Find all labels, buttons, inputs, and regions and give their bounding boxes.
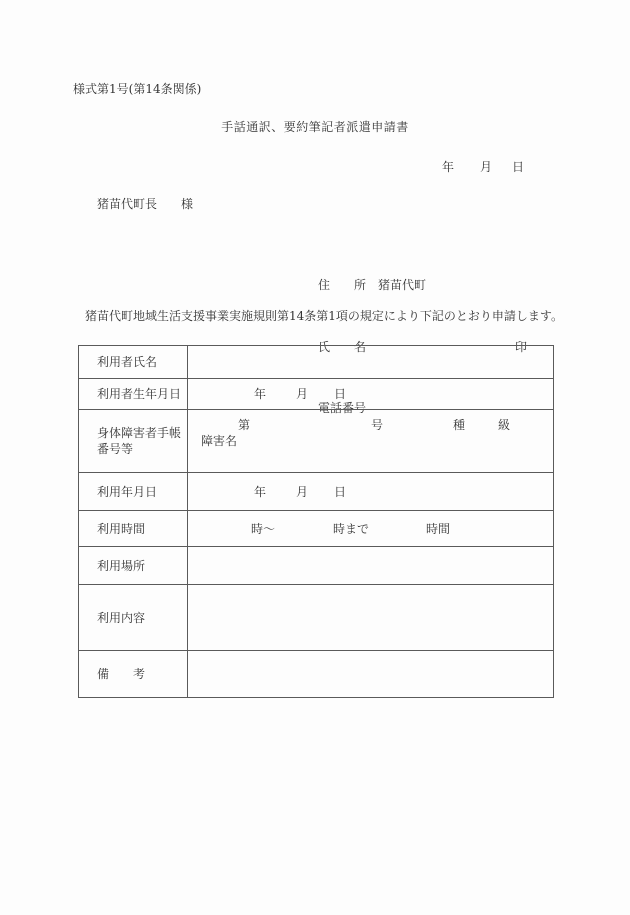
applicant-address-line: 住 所 猪苗代町	[318, 278, 427, 292]
row-value	[188, 473, 554, 511]
handbook-label-line2: 番号等	[97, 442, 134, 456]
row-value	[188, 379, 554, 410]
applicant-phone-line: 電話番号	[318, 401, 367, 415]
date-field	[442, 160, 524, 174]
time-from-label: 時〜	[251, 521, 276, 536]
year-label: 年	[254, 484, 267, 499]
row-value	[188, 410, 554, 473]
row-label: 利用内容	[79, 585, 188, 651]
row-value	[188, 651, 554, 698]
table-row-use-time	[79, 511, 554, 547]
row-value	[188, 346, 554, 379]
no-suffix-label: 号	[371, 418, 384, 432]
row-label	[79, 410, 188, 473]
date-day-label: 日	[512, 160, 525, 174]
month-label: 月	[296, 484, 309, 499]
disability-name-label: 障害名	[201, 434, 238, 448]
hours-label: 時間	[426, 521, 451, 536]
table-row-use-content	[79, 585, 554, 651]
day-label: 日	[334, 484, 347, 499]
row-label: 利用者生年月日	[79, 379, 188, 410]
table-row-use-place	[79, 547, 554, 585]
row-label: 利用時間	[79, 511, 188, 547]
row-value	[188, 511, 554, 547]
row-label: 利用年月日	[79, 473, 188, 511]
disability-name-line	[188, 433, 553, 449]
application-statement: 猪苗代町地域生活支援事業実施規則第14条第1項の規定により下記のとおり申請します。	[85, 309, 563, 323]
application-table	[78, 345, 554, 698]
type-label: 種	[453, 418, 466, 432]
time-to-label: 時まで	[333, 521, 370, 536]
no-prefix-label: 第	[238, 418, 251, 432]
handbook-label-line1: 身体障害者手帳	[97, 426, 182, 440]
table-row-user-name	[79, 346, 554, 379]
row-value	[188, 547, 554, 585]
form-id: 様式第1号(第14条関係)	[73, 82, 202, 96]
table-row-handbook	[79, 410, 554, 473]
table-row-use-date	[79, 473, 554, 511]
grade-label: 級	[498, 418, 511, 432]
row-label: 利用場所	[79, 547, 188, 585]
row-label: 利用者氏名	[79, 346, 188, 379]
day-label: 日	[334, 387, 347, 401]
seal-mark: 印	[515, 339, 528, 354]
name-label: 氏 名	[318, 339, 367, 354]
addressee: 猪苗代町長 様	[97, 197, 194, 211]
row-label: 備 考	[79, 651, 188, 698]
year-label: 年	[254, 387, 267, 401]
date-year-label: 年	[442, 160, 455, 174]
page-title: 手話通訳、要約筆記者派遣申請書	[221, 120, 409, 134]
month-label: 月	[296, 387, 309, 401]
handbook-number-line	[188, 417, 553, 433]
table-row-birthdate	[79, 379, 554, 410]
row-value	[188, 585, 554, 651]
date-month-label: 月	[480, 160, 493, 174]
table-row-remarks	[79, 651, 554, 698]
